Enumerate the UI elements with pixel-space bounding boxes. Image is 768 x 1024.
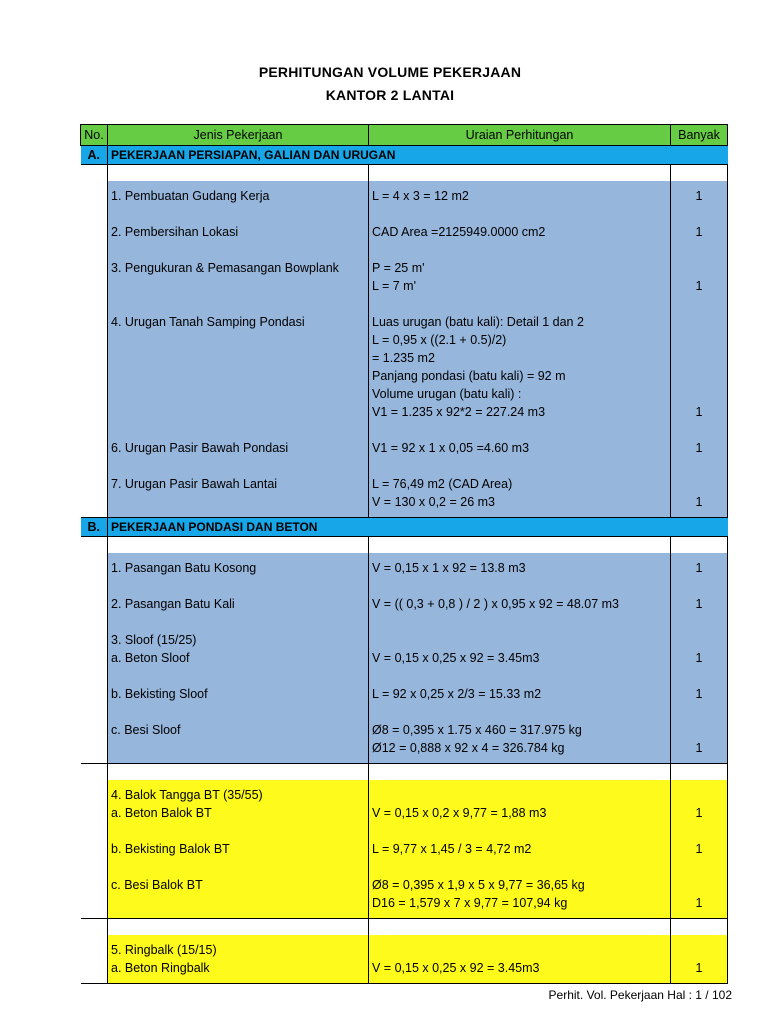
item-calculation: V = 0,15 x 0,2 x 9,77 = 1,88 m3 <box>369 780 671 831</box>
spacer-row <box>81 919 728 936</box>
item-name: b. Bekisting Sloof <box>108 676 369 712</box>
section-title: PEKERJAAN PERSIAPAN, GALIAN DAN URUGAN <box>108 146 728 165</box>
page-footer: Perhit. Vol. Pekerjaan Hal : 1 / 102 <box>548 988 732 1002</box>
header-banyak: Banyak <box>671 125 728 146</box>
item-name: 1. Pembuatan Gudang Kerja <box>108 181 369 214</box>
table-row <box>81 780 728 831</box>
section-number: B. <box>81 518 108 537</box>
table-row <box>81 676 728 712</box>
section-row <box>81 146 728 165</box>
section-title: PEKERJAAN PONDASI DAN BETON <box>108 518 728 537</box>
document-subtitle: KANTOR 2 LANTAI <box>325 87 455 103</box>
item-quantity: 1 <box>671 622 728 676</box>
section-number: A. <box>81 146 108 165</box>
item-calculation: L = 92 x 0,25 x 2/3 = 15.33 m2 <box>369 676 671 712</box>
item-calculation: V = 0,15 x 0,25 x 92 = 3.45m3 <box>369 622 671 676</box>
header-no: No. <box>81 125 108 146</box>
table-body <box>81 146 728 984</box>
item-name: b. Bekisting Balok BT <box>108 831 369 867</box>
item-calculation: L = 76,49 m2 (CAD Area) V = 130 x 0,2 = 26 m3 <box>369 466 671 518</box>
item-name: 4. Urugan Tanah Samping Pondasi <box>108 304 369 430</box>
table-row <box>81 466 728 518</box>
item-name: c. Besi Balok BT <box>108 867 369 919</box>
header-jenis-pekerjaan: Jenis Pekerjaan <box>108 125 369 146</box>
item-quantity: 1 <box>671 867 728 919</box>
item-quantity: 1 <box>671 430 728 466</box>
item-quantity: 1 <box>671 935 728 984</box>
item-calculation: Luas urugan (batu kali): Detail 1 dan 2 L = 0,95 x ((2.1 + 0.5)/2) = 1.235 m2 Panjang pondasi (batu kali) = 92 m Volume urugan (batu kali) : V1 = 1.235 x 92*2 = 227.24 m3 <box>369 304 671 430</box>
item-quantity: 1 <box>671 250 728 304</box>
item-calculation: V = 0,15 x 0,25 x 92 = 3.45m3 <box>369 935 671 984</box>
table-row <box>81 831 728 867</box>
item-name: 7. Urugan Pasir Bawah Lantai <box>108 466 369 518</box>
table-row <box>81 430 728 466</box>
item-name: 3. Pengukuran & Pemasangan Bowplank <box>108 250 369 304</box>
spacer-row <box>81 537 728 554</box>
item-calculation: CAD Area =2125949.0000 cm2 <box>369 214 671 250</box>
table-row <box>81 712 728 764</box>
item-calculation: L = 4 x 3 = 12 m2 <box>369 181 671 214</box>
table-row <box>81 250 728 304</box>
item-quantity: 1 <box>671 304 728 430</box>
item-quantity: 1 <box>671 466 728 518</box>
item-calculation: Ø8 = 0,395 x 1.75 x 460 = 317.975 kg Ø12 = 0,888 x 92 x 4 = 326.784 kg <box>369 712 671 764</box>
table-row <box>81 586 728 622</box>
table-row <box>81 867 728 919</box>
item-quantity: 1 <box>671 780 728 831</box>
header-uraian-perhitungan: Uraian Perhitungan <box>369 125 671 146</box>
volume-table <box>80 124 728 984</box>
item-calculation: L = 9,77 x 1,45 / 3 = 4,72 m2 <box>369 831 671 867</box>
item-quantity: 1 <box>671 181 728 214</box>
item-name: 4. Balok Tangga BT (35/55) a. Beton Balok BT <box>108 780 369 831</box>
item-calculation: V = (( 0,3 + 0,8 ) / 2 ) x 0,95 x 92 = 48.07 m3 <box>369 586 671 622</box>
spacer-row <box>81 764 728 781</box>
table-row <box>81 181 728 214</box>
item-quantity: 1 <box>671 214 728 250</box>
table-header-row <box>81 125 728 146</box>
item-name: 2. Pasangan Batu Kali <box>108 586 369 622</box>
item-calculation: V = 0,15 x 1 x 92 = 13.8 m3 <box>369 553 671 586</box>
item-calculation: Ø8 = 0,395 x 1,9 x 5 x 9,77 = 36,65 kg D16 = 1,579 x 7 x 9,77 = 107,94 kg <box>369 867 671 919</box>
document-title: PERHITUNGAN VOLUME PEKERJAAN <box>258 64 522 80</box>
item-calculation: V1 = 92 x 1 x 0,05 =4.60 m3 <box>369 430 671 466</box>
section-row <box>81 518 728 537</box>
table-row <box>81 214 728 250</box>
table-row <box>81 553 728 586</box>
item-quantity: 1 <box>671 676 728 712</box>
volume-table-sheet <box>80 124 727 975</box>
item-quantity: 1 <box>671 712 728 764</box>
item-name: c. Besi Sloof <box>108 712 369 764</box>
table-row <box>81 622 728 676</box>
spacer-row <box>81 165 728 182</box>
item-calculation: P = 25 m' L = 7 m' <box>369 250 671 304</box>
item-name: 1. Pasangan Batu Kosong <box>108 553 369 586</box>
item-name: 5. Ringbalk (15/15) a. Beton Ringbalk <box>108 935 369 984</box>
item-quantity: 1 <box>671 586 728 622</box>
table-row <box>81 935 728 984</box>
item-name: 3. Sloof (15/25) a. Beton Sloof <box>108 622 369 676</box>
table-row <box>81 304 728 430</box>
item-name: 2. Pembersihan Lokasi <box>108 214 369 250</box>
item-quantity: 1 <box>671 553 728 586</box>
item-quantity: 1 <box>671 831 728 867</box>
item-name: 6. Urugan Pasir Bawah Pondasi <box>108 430 369 466</box>
